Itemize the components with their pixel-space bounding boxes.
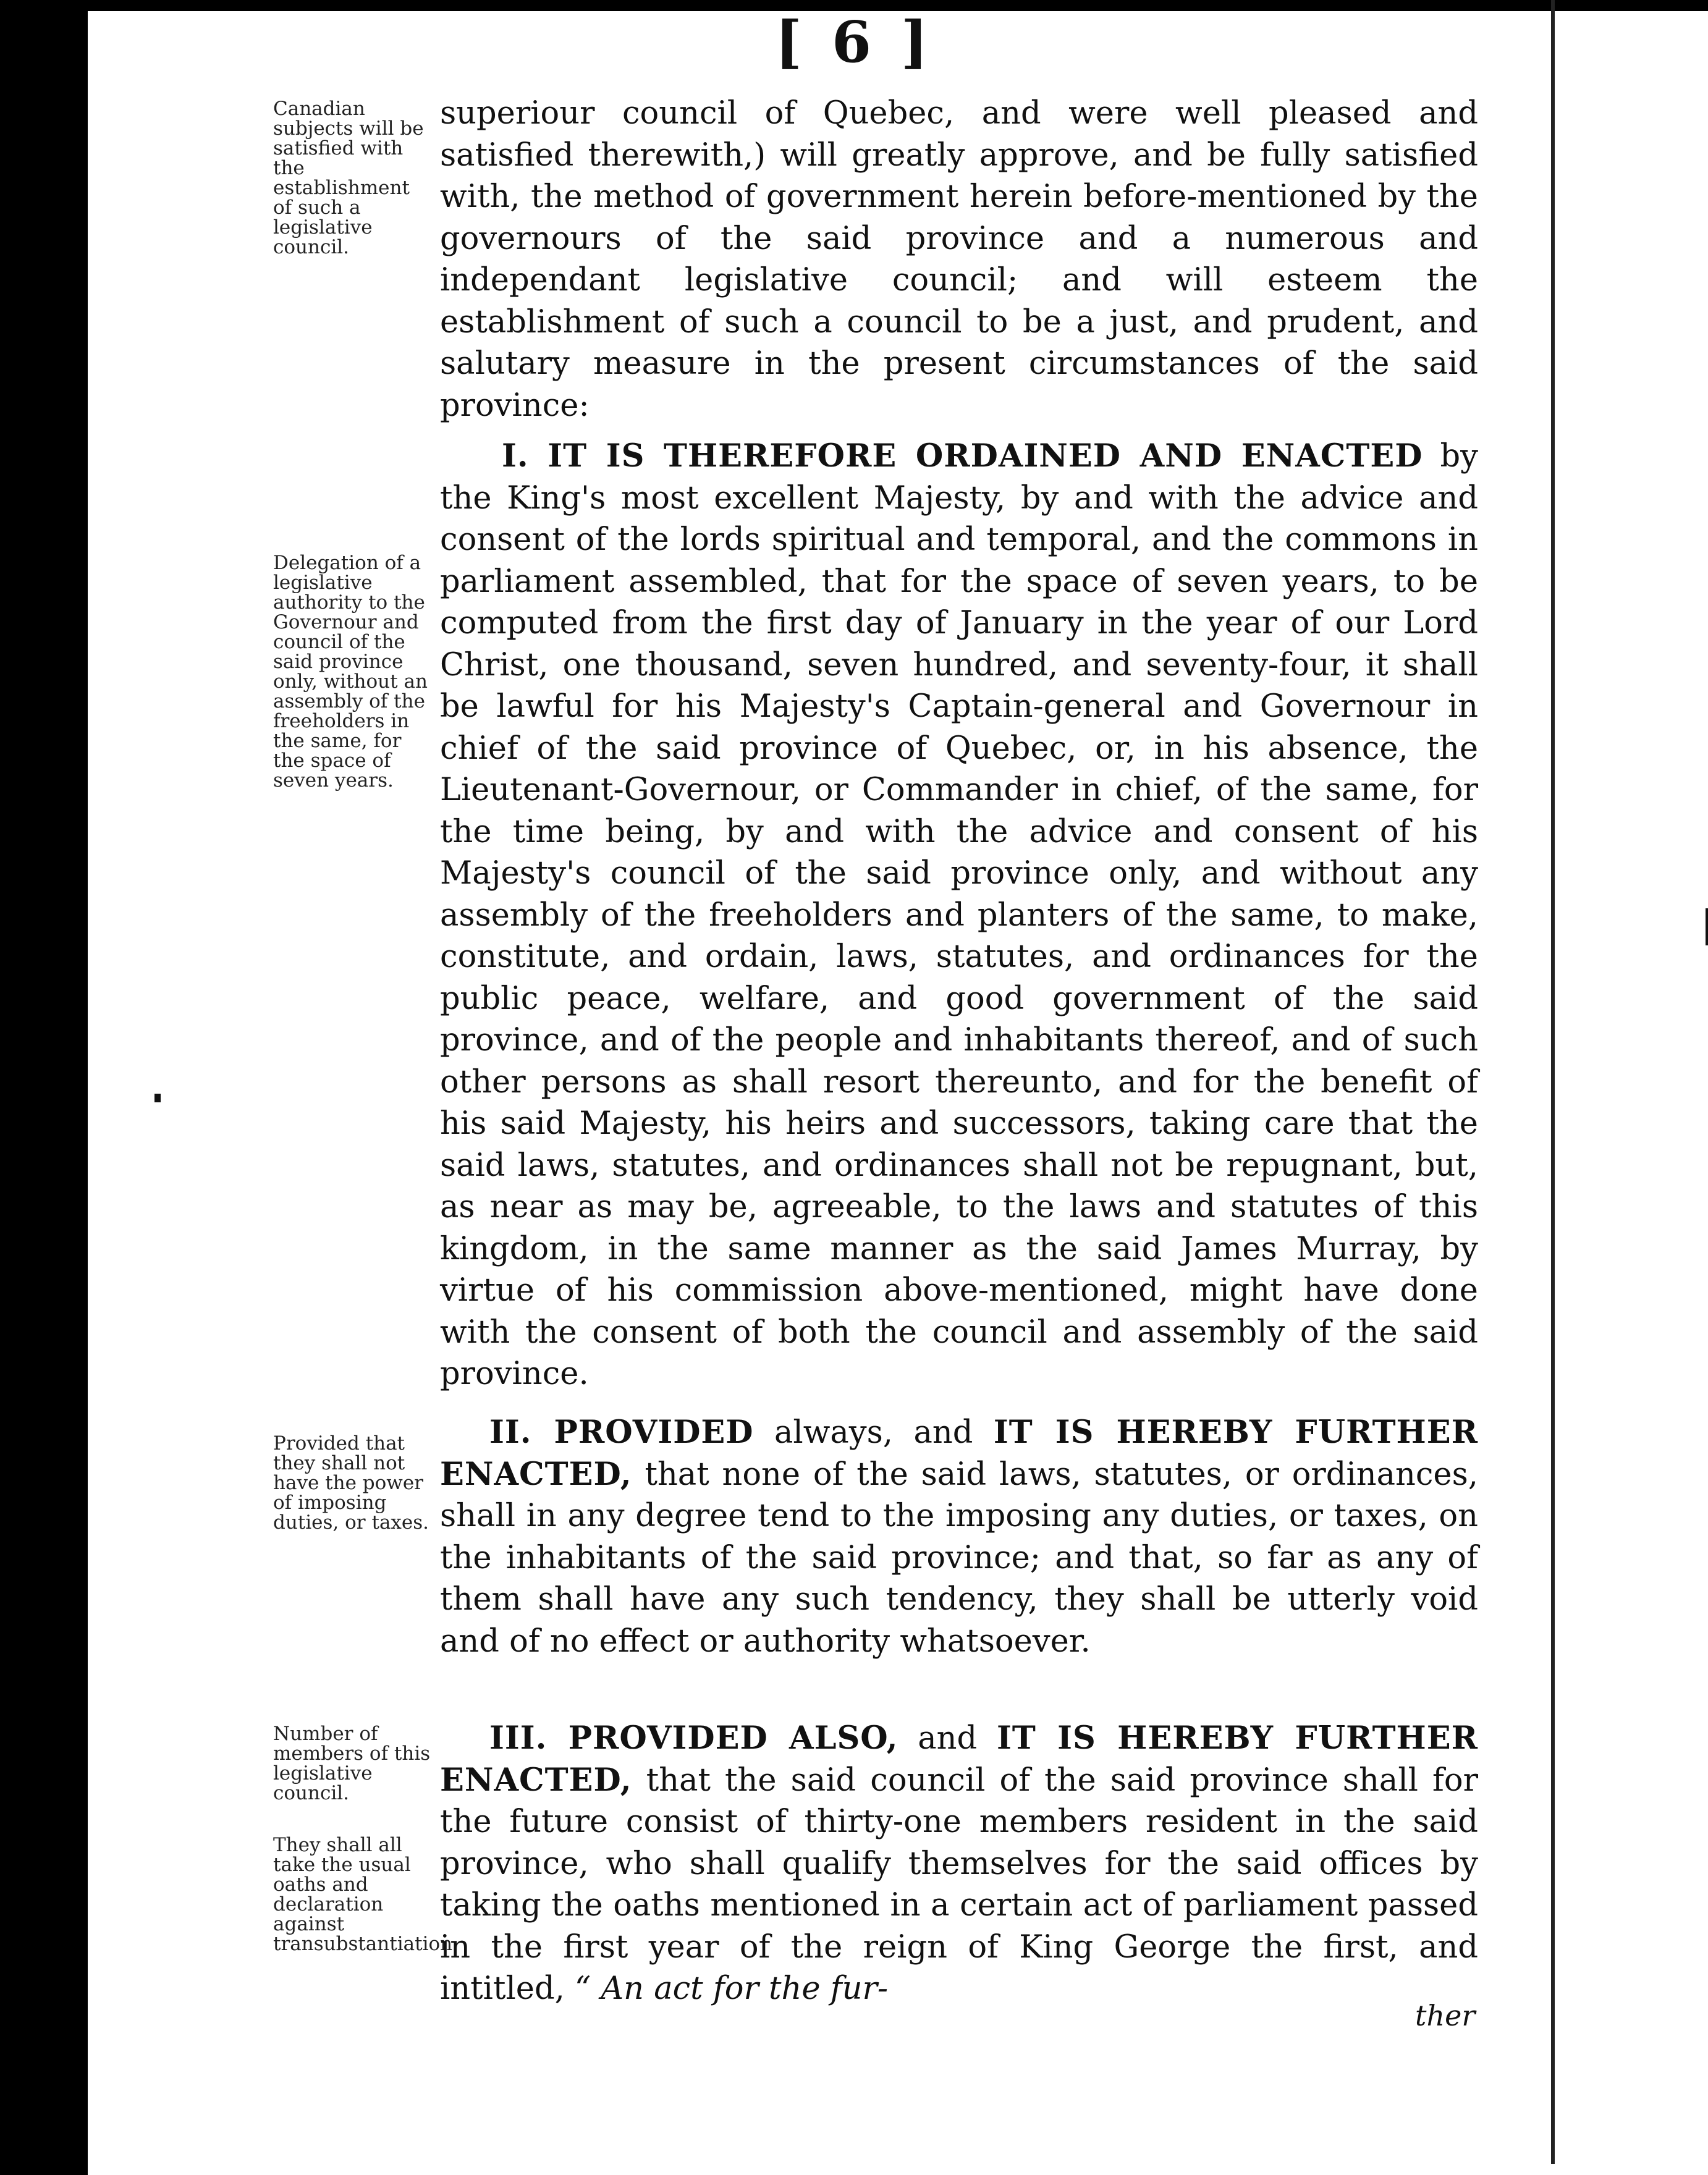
section-1-heading: I. IT IS THEREFORE ORDAINED AND ENACTED <box>502 437 1423 475</box>
margin-note-delegation: Delegation of a legislative authority to the Governour and council of the said province only, without an assembly of the freeholders in the same, for the space of seven years. <box>273 552 428 792</box>
opening-text: superiour council of Quebec, and were well pleased and satisfied therewith,) will greatly approve, and be fully satisfied with, the method of government herein before-mentioned by the governours of the said province and a numerous and independant legislative council; and will esteem the establishment of such a council to be a just, and prudent, and salutary measure in the present circumstances of the said province: <box>440 95 1478 424</box>
section-3-quote: “ An act for the fur- <box>575 1970 889 2007</box>
section-3-paragraph <box>440 1718 1478 2010</box>
adjacent-page-edge <box>1573 11 1708 2175</box>
margin-note-number-of-members: Number of members of this legislative council. <box>273 1723 431 1804</box>
section-1-text: by the King's most excellent Majesty, by and with the advice and consent of the lords spiritual and temporal, and the commons in parliament assembled, that for the space of seven years, to be computed from the first day of January in the year of our Lord Christ, one thousand, seven hundred, and seventy-four, it shall be lawful for his Majesty's Captain-general and Governour in chief of the said province of Quebec, or, in his absence, the Lieutenant-Governour, or Commander in chief, of the same, for the time being, by and with the advice and consent of his Majesty's council of the said province only, and without any assembly of the freeholders and planters of the same, to make, constitute, and ordain, laws, statutes, and ordinances for the public peace, welfare, and good government of the said province, and of the people and inhabitants thereof, and of such other persons as shall resort thereunto, and for the benefit of his said Majesty, his heirs and successors, taking care that the said laws, statutes, and ordinances shall not be repugnant, but, as near as may be, agreeable, to the laws and statutes of this kingdom, in the same manner as the said James Murray, by virtue of his commission above-mentioned, might have done with the consent of both the council and assembly of the said province. <box>440 438 1478 1392</box>
catchword: ther <box>1415 1999 1476 2032</box>
margin-note-provided-duties: Provided that they shall not have the power of imposing duties, or taxes. <box>273 1432 429 1534</box>
section-3-mid: and <box>918 1720 978 1757</box>
section-2 <box>440 1412 1478 1662</box>
section-2-text: that none of the said laws, statutes, or ordinances, shall in any degree tend to the imposing any duties, or taxes, on the inhabitants of the said province; and that, so far as any of them shall have any such tendency, they shall be utterly void and of no effect or authority whatsoever. <box>440 1456 1478 1660</box>
section-2-heading-2: IT IS HEREBY FURTHER ENACTED, <box>440 1414 1479 1493</box>
section-1-paragraph <box>440 436 1478 1395</box>
section-1 <box>440 436 1478 1395</box>
section-2-heading: II. PROVIDED <box>489 1414 754 1451</box>
section-2-mid: always, and <box>774 1414 973 1451</box>
section-2-paragraph <box>440 1412 1478 1662</box>
page-number: [ 6 ] <box>775 9 933 75</box>
margin-note-oaths: They shall all take the usual oaths and declaration against transubstantiation. <box>273 1834 459 1955</box>
scan-mark <box>154 1094 161 1102</box>
section-3-heading-2: IT IS HEREBY FURTHER ENACTED, <box>440 1720 1478 1799</box>
section-3-text: that the said council of the said province shall for the future consist of thirty-one members resident in the said province, who shall qualify themselves for the said offices by taking the oaths mentioned in a certain act of parliament passed in the first year of the reign of King George the first, and intitled, <box>440 1762 1478 2007</box>
page-gutter <box>1551 0 1555 2164</box>
section-3 <box>440 1718 1478 2010</box>
scan-mark <box>1706 908 1708 945</box>
section-3-heading: III. PROVIDED ALSO, <box>489 1720 898 1757</box>
margin-note-canadian-subjects: Canadian subjects will be satisfied with the establishment of such a legislative council. <box>273 98 424 258</box>
opening-paragraph <box>440 93 1478 426</box>
